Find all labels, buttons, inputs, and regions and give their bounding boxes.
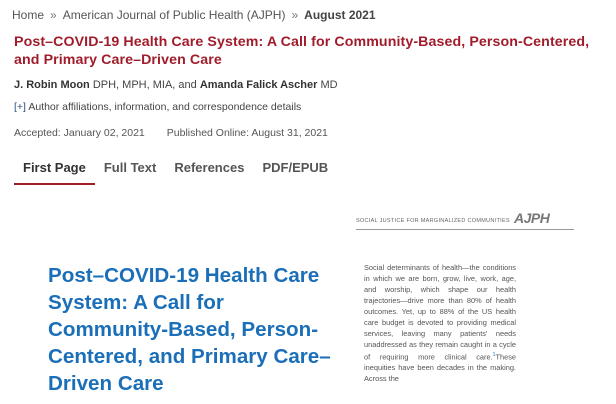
article-tabs xyxy=(14,156,337,186)
affiliations-toggle[interactable] xyxy=(14,101,301,113)
breadcrumb-home-link[interactable]: Home xyxy=(12,8,45,22)
affiliations-label[interactable]: Author affiliations, information, and correspondence details xyxy=(28,101,302,113)
tab-full-text[interactable]: Full Text xyxy=(103,160,157,175)
article-title: Post–COVID-19 Health Care System: A Call for Community-Based, Person-Centered, and Primary Care–Driven Care xyxy=(14,34,590,68)
accepted-date: Accepted: January 02, 2021 xyxy=(14,127,145,139)
author-name[interactable]: J. Robin Moon xyxy=(14,79,90,91)
author-degrees: DPH, MPH, MIA, xyxy=(92,79,176,91)
breadcrumb-separator: » xyxy=(50,8,57,22)
publication-dates xyxy=(14,127,328,139)
running-head: SOCIAL JUSTICE FOR MARGINALIZED COMMUNITIES xyxy=(356,218,510,224)
header-rule xyxy=(356,229,574,230)
first-page-preview xyxy=(14,196,604,404)
breadcrumb-journal-link[interactable]: American Journal of Public Health (AJPH) xyxy=(62,8,286,22)
tab-references[interactable]: References xyxy=(174,160,245,175)
expand-toggle-icon[interactable]: [+] xyxy=(14,101,26,113)
author-degrees: MD xyxy=(320,79,338,91)
breadcrumb-separator: » xyxy=(291,8,299,22)
published-date: Published Online: August 31, 2021 xyxy=(166,127,328,139)
author-name[interactable]: Amanda Falick Ascher xyxy=(199,79,318,91)
ajph-logo: AJPH xyxy=(514,210,550,226)
preview-body-paragraph: Social determinants of health—the conditions in which we are born, grow, live, work, age, and worship, which shape our health trajectories—drive more than 80% of health outcomes. Yet, up to 88% of the US health care budget is devoted to providing medical services, leaving many patients' needs unaddressed as they remain caught in a cycle of requiring more clinical care. xyxy=(364,263,516,362)
preview-title: Post–COVID-19 Health Care System: A Call for Community-Based, Person-Centered, and Primary Care–Driven Care xyxy=(48,264,331,395)
tab-pdf-epub[interactable]: PDF/EPUB xyxy=(262,160,329,175)
preview-body-paragraph: These inequities have been decades in the making. Across the xyxy=(364,352,516,384)
author-list xyxy=(14,79,338,91)
tab-first-page[interactable]: First Page xyxy=(14,156,95,185)
breadcrumb xyxy=(12,8,376,22)
breadcrumb-current-issue: August 2021 xyxy=(304,8,376,22)
preview-body-text xyxy=(364,262,516,384)
author-conjunction: and xyxy=(178,79,197,91)
reference-marker: 1 xyxy=(492,352,496,358)
